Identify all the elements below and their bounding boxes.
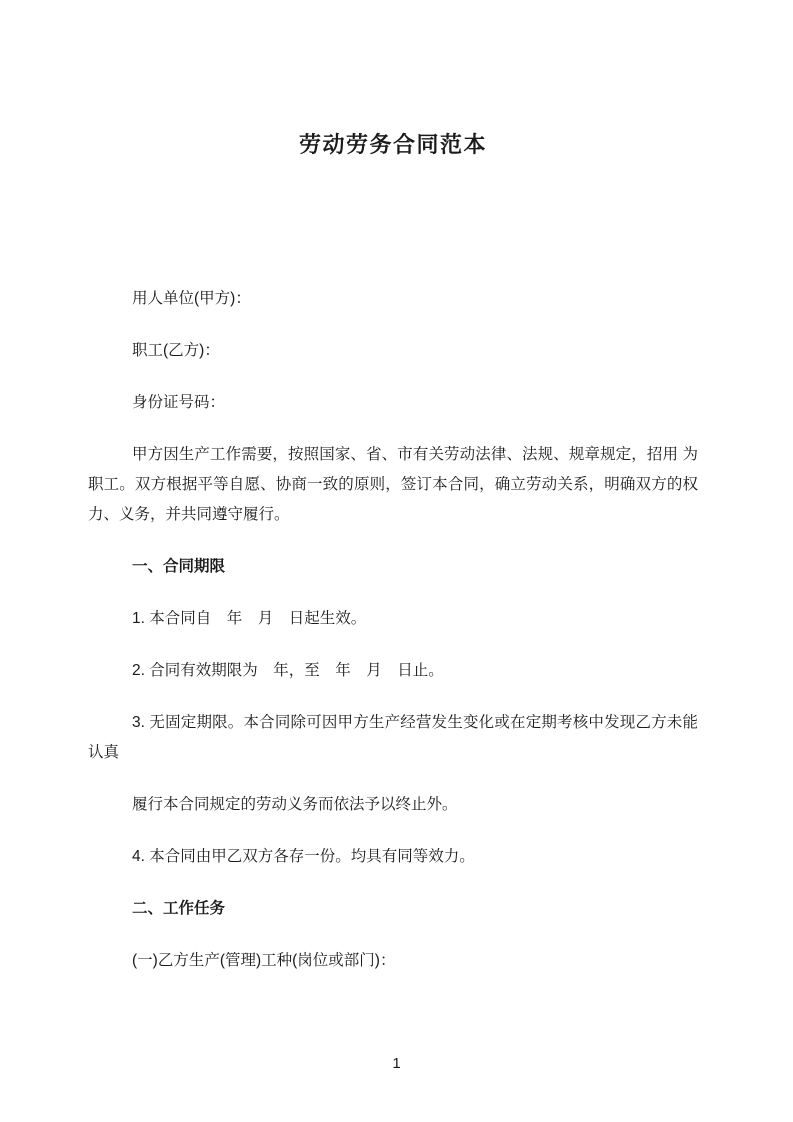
para-clause3-continuation: 履行本合同规定的劳动义务而依法予以终止外。 bbox=[132, 796, 458, 813]
para-section2-item1: (一)乙方生产(管理)工种(岗位或部门)： bbox=[132, 952, 396, 969]
page-number: 1 bbox=[392, 1055, 401, 1072]
para-id-number-label: 身份证号码： bbox=[132, 394, 226, 411]
para-clause4: 4. 本合同由甲乙双方各存一份。均具有同等效力。 bbox=[132, 848, 475, 865]
para-clause1: 1. 本合同自 年 月 日起生效。 bbox=[132, 610, 367, 627]
section1-heading: 一、合同期限 bbox=[132, 558, 226, 575]
document-title-text: 劳动劳务合同范本 bbox=[298, 132, 487, 157]
section2-heading: 二、工作任务 bbox=[132, 900, 226, 917]
para-intro: 甲方因生产工作需要，按照国家、省、市有关劳动法律、法规、规章规定，招用 为职工。双方根据平等自愿、协商一致的原则，签订本合同，确立劳动关系，明确双方的权力、义务，并共同遵守履行。 bbox=[88, 446, 698, 523]
document-title bbox=[88, 128, 698, 162]
para-clause3: 3. 无固定期限。本合同除可因甲方生产经营发生变化或在定期考核中发现乙方未能认真 bbox=[88, 714, 698, 761]
para-party-a-label: 用人单位(甲方)： bbox=[132, 290, 251, 307]
para-clause2: 2. 合同有效期限为 年，至 年 月 日止。 bbox=[132, 662, 444, 679]
para-party-b-label: 职工(乙方)： bbox=[132, 342, 220, 359]
